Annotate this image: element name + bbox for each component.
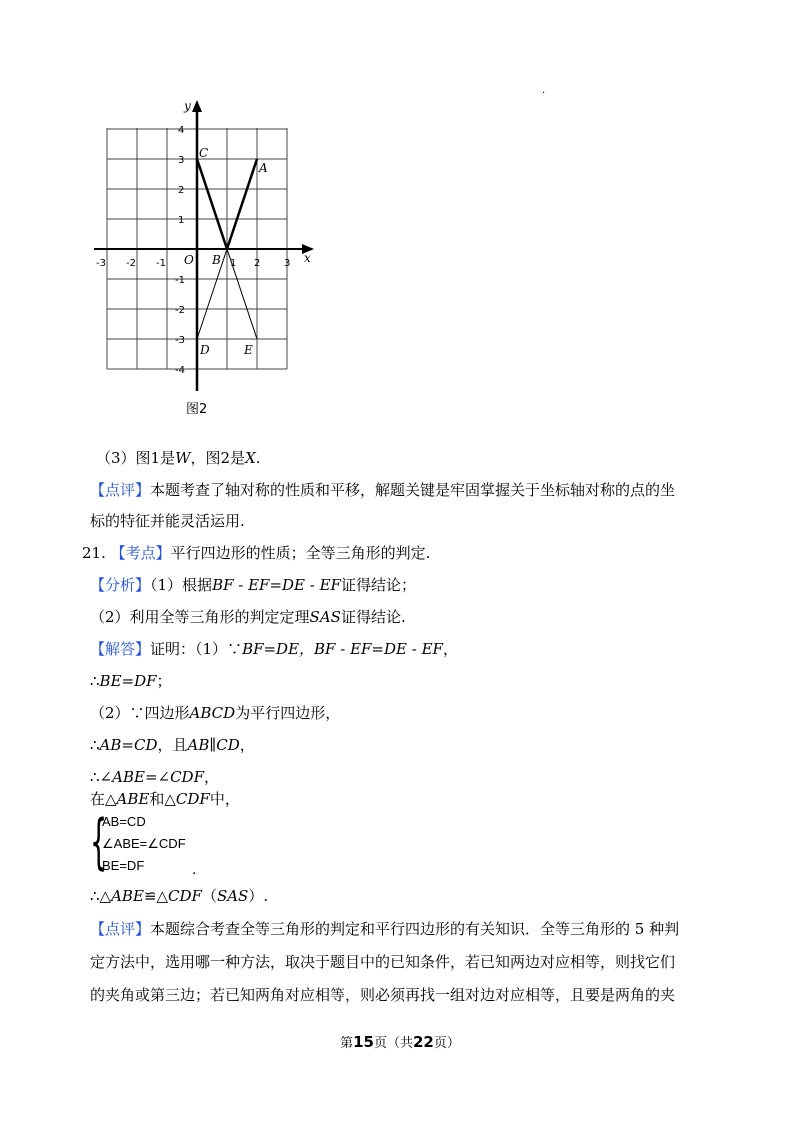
solution-line-5: ∴∠ABE=∠CDF， — [90, 768, 220, 786]
y-tick: 4 — [178, 125, 185, 136]
y-tick: 2 — [178, 185, 185, 196]
analysis-line-1: 【分析】（1）根据BF - EF=DE - EF证得结论； — [90, 576, 416, 594]
solution-line-3: （2）∵四边形ABCD为平行四边形， — [90, 704, 341, 722]
review-2-line-1: 【点评】本题综合考查全等三角形的判定和平行四边形的有关知识．全等三角形的 5 种判 — [90, 920, 680, 938]
x-tick: -2 — [126, 258, 136, 269]
y-tick: -4 — [175, 365, 185, 376]
y-tick: -2 — [175, 305, 185, 316]
review-1: 【点评】本题考查了轴对称的性质和平移，解题关键是牢固掌握关于坐标轴对称的点的坐 — [90, 481, 676, 499]
point-label-a: A — [259, 161, 268, 175]
page-total: 22 — [413, 1033, 434, 1051]
segment-ba — [227, 159, 257, 249]
question-number: 21. — [82, 544, 106, 562]
equation-system — [90, 807, 220, 878]
point-label-d: D — [200, 343, 210, 357]
y-tick: 3 — [178, 155, 185, 166]
conclusion-line: ∴△ABE≌△CDF（SAS）. — [90, 887, 269, 905]
x-tick: -1 — [156, 258, 166, 269]
origin-label: O — [184, 253, 194, 267]
system-row: BE=DF — [102, 858, 145, 873]
answer-part-3: （3）图1是W，图2是X. — [96, 449, 261, 467]
page-number: 15 — [353, 1033, 374, 1051]
point-label-b: B — [212, 253, 221, 267]
solution-line-4: ∴AB=CD，且AB∥CD， — [90, 736, 255, 754]
coordinate-figure — [86, 96, 326, 426]
solution-line-1: 【解答】证明：（1）∵BF=DE，BF - EF=DE - EF， — [90, 640, 458, 658]
solution-line-6: 在△ABE和△CDF中， — [90, 790, 240, 808]
y-axis-label: y — [184, 99, 191, 113]
x-tick: 3 — [284, 258, 291, 269]
point-label-c: C — [199, 146, 209, 160]
brace: { — [90, 807, 108, 877]
review-tag: 【点评】 — [90, 481, 151, 499]
y-tick: -3 — [175, 335, 185, 346]
x-tick: 1 — [230, 258, 237, 269]
segment-cb — [197, 159, 227, 249]
page-footer: 第15页（共22页） — [340, 1033, 460, 1051]
x-tick: 2 — [254, 258, 261, 269]
x-axis-label: x — [304, 251, 311, 265]
x-tick: -3 — [96, 258, 106, 269]
system-row: ∠ABE=∠CDF — [102, 836, 186, 851]
review-2-line-2: 定方法中，选用哪一种方法，取决于题目中的已知条件，若已知两边对应相等，则找它们 — [90, 953, 676, 971]
y-axis-arrow — [192, 100, 202, 112]
point-label-e: E — [244, 343, 253, 357]
stray-mark: · — [542, 88, 546, 99]
y-tick: -1 — [175, 275, 185, 286]
review-2-line-3: 的夹角或第三边；若已知两角对应相等，则必须再找一组对边对应相等，且要是两角的夹 — [90, 986, 676, 1004]
review-1-cont: 标的特征并能灵活运用. — [90, 512, 245, 530]
solution-line-2: ∴BE=DF； — [90, 672, 172, 690]
system-row: AB=CD — [102, 814, 146, 829]
question-21-topic: 21. 【考点】平行四边形的性质；全等三角形的判定. — [82, 544, 431, 562]
figure-caption: 图2 — [186, 402, 208, 417]
system-period: . — [192, 862, 197, 878]
analysis-line-2: （2）利用全等三角形的判定定理SAS证得结论. — [90, 608, 406, 626]
y-tick: 1 — [178, 215, 185, 226]
